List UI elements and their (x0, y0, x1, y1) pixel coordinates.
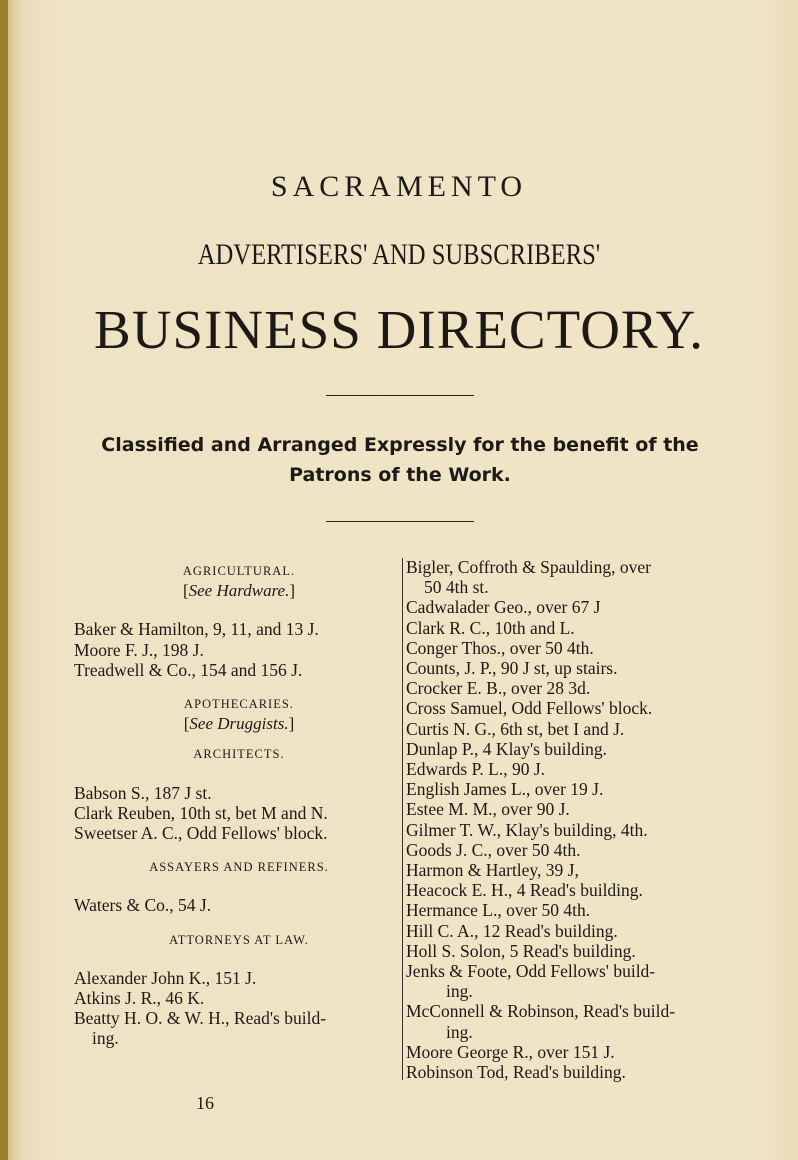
list-item: Edwards P. L., 90 J. (406, 759, 546, 780)
list-item: Harmon & Hartley, 39 J, (406, 860, 579, 881)
list-item-continuation: ing. (446, 1021, 473, 1042)
list-item-continuation: ing. (446, 981, 473, 1002)
heading-agricultural: AGRICULTURAL. (182, 564, 296, 578)
see-reference: [See Hardware.] (182, 581, 296, 601)
list-item: Cross Samuel, Odd Fellows' block. (406, 698, 653, 719)
see-druggists: See Druggists. (189, 714, 289, 734)
list-item: Conger Thos., over 50 4th. (406, 637, 594, 658)
list-item: Atkins J. R., 46 K. (74, 988, 205, 1009)
list-item: Estee M. M., over 90 J. (406, 799, 570, 820)
subtitle-line-1: Classified and Arranged Expressly for the benefit of the (101, 434, 699, 456)
list-item: McConnell & Robinson, Read's build- (406, 1001, 676, 1022)
list-item: Gilmer T. W., Klay's building, 4th. (406, 819, 648, 840)
list-item: Heacock E. H., 4 Read's building. (406, 880, 643, 901)
page-number: 16 (196, 1093, 214, 1113)
title-advertisers: ADVERTISERS' AND SUBSCRIBERS' (197, 238, 601, 271)
list-item: Moore F. J., 198 J. (74, 639, 204, 660)
heading-assayers: ASSAYERS AND REFINERS. (149, 860, 329, 875)
list-item: English James L., over 19 J. (406, 779, 604, 800)
right-column (406, 557, 742, 1082)
list-item: Jenks & Foote, Odd Fellows' build- (406, 961, 656, 982)
list-item: Goods J. C., over 50 4th. (406, 839, 581, 860)
list-item: Hermance L., over 50 4th. (406, 900, 591, 921)
list-item: Counts, J. P., 90 J st, up stairs. (406, 658, 618, 679)
list-item: Hill C. A., 12 Read's building. (406, 920, 618, 941)
list-item: Baker & Hamilton, 9, 11, and 13 J. (74, 619, 319, 640)
heading-architects: ARCHITECTS. (193, 747, 285, 762)
list-item: Bigler, Coffroth & Spaulding, over (406, 557, 651, 577)
list-item: Waters & Co., 54 J. (74, 895, 212, 916)
list-item: Sweetser A. C., Odd Fellows' block. (74, 823, 328, 844)
list-item: Cadwalader Geo., over 67 J (406, 597, 601, 618)
title-rule (326, 395, 474, 396)
list-item-continuation: 50 4th st. (424, 577, 489, 598)
title-city: SACRAMENTO (270, 170, 528, 203)
list-item: Alexander John K., 151 J. (74, 967, 257, 988)
list-item: Curtis N. G., 6th st, bet I and J. (406, 718, 625, 739)
list-item: Treadwell & Co., 154 and 156 J. (74, 659, 303, 680)
list-item: Moore George R., over 151 J. (406, 1041, 615, 1062)
list-item: Beatty H. O. & W. H., Read's build- (74, 1008, 327, 1029)
left-column (74, 561, 404, 1049)
subtitle-line-2: Patrons of the Work. (289, 464, 511, 486)
heading-attorneys: ATTORNEYS AT LAW. (169, 932, 309, 947)
list-item: Crocker E. B., over 28 3d. (406, 678, 591, 699)
list-item: Holl S. Solon, 5 Read's building. (406, 940, 636, 961)
see-reference: [See Druggists.] (183, 714, 295, 734)
title-business-directory: BUSINESS DIRECTORY. (94, 299, 704, 360)
list-item-continuation: ing. (92, 1028, 119, 1049)
list-item: Dunlap P., 4 Klay's building. (406, 738, 608, 759)
list-item: Clark Reuben, 10th st, bet M and N. (74, 802, 328, 823)
list-item: Babson S., 187 J st. (74, 782, 212, 803)
list-item: Clark R. C., 10th and L. (406, 617, 575, 638)
see-hardware: See Hardware. (188, 581, 290, 601)
subtitle-rule (326, 521, 474, 522)
list-item: Robinson Tod, Read's building. (406, 1062, 626, 1083)
heading-apothecaries: APOTHECARIES. (184, 697, 294, 712)
